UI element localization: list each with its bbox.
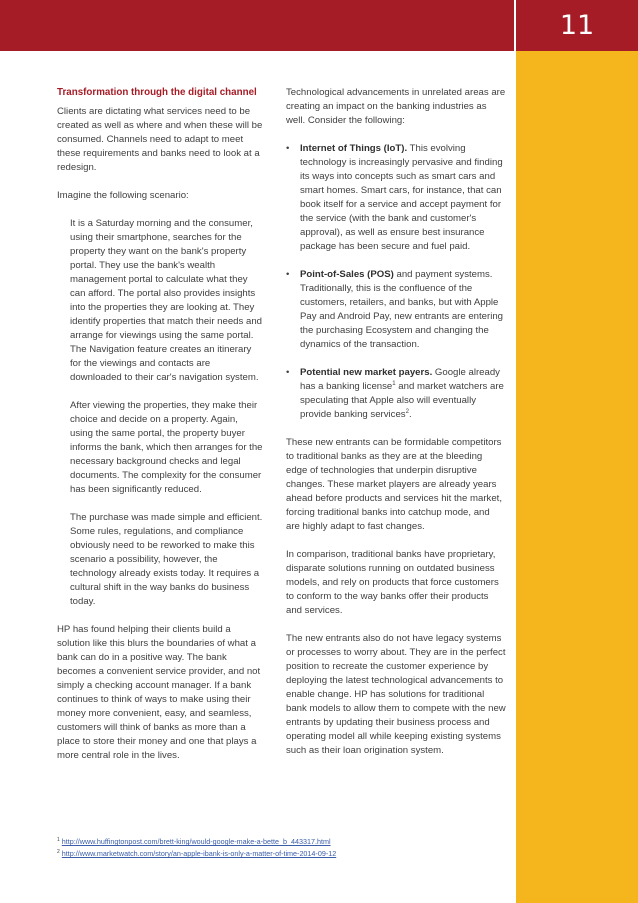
bullet-text: This evolving technology is increasingly pervasive and finding its ways into concepts such as smart cars and smart homes. Smart cars, for instance, that can book itself for a service and accept payment for the service (with the bank and customer's approval), as well as ensure best insurance package has been secure and fuel paid.	[300, 143, 503, 252]
scenario-intro: Imagine the following scenario:	[57, 190, 189, 201]
right-column	[286, 86, 506, 772]
footnote-number: 1	[57, 837, 60, 843]
bullet-text: and market watchers are speculating that Apple also will eventually provide banking services	[300, 381, 504, 420]
body-paragraph: These new entrants can be formidable competitors to traditional banks as they are at the bleeding edge of technologies that underpin disruptive changes. These market players are already years ahead before products and services hit the market, forcing traditional banks into catchup mode, and are highly adapt to fast changes.	[286, 437, 502, 532]
body-paragraph: In comparison, traditional banks have proprietary, disparate solutions running on outdated business models, and rely on products that force customers to conform to the way banks offer their products and services.	[286, 549, 499, 616]
closing-paragraph: HP has found helping their clients build a solution like this blurs the boundaries of what a bank can do in a positive way. The bank becomes a convenient service provider, and not simply a checking account manager. If a bank continues to think of ways to make using their money more convenient, easy, and seamless, customers will think of banks as more than a place to store their money and one that plays a more central role in the lives.	[57, 624, 261, 761]
scenario-paragraph: It is a Saturday morning and the consumer, using their smartphone, searches for the property they want on the bank's property portal. They use the bank's wealth management portal to calculate what they can afford. The portal also provides insights into the properties they are looking at. They identify properties that match their needs and arrange for viewings using the same portal. The Navigation feature creates an itinerary for the viewings and contacts are downloaded to their car's navigation system.	[70, 218, 262, 383]
section-heading: Transformation through the digital channel	[57, 87, 257, 98]
bullet-text: and payment systems. Traditionally, this is the confluence of the customers, retailers, and banks, but with Apple Pay and Android Pay, new entrants are entering the purchasing Ecosystem and changing the dynamics of the transaction.	[300, 269, 504, 350]
footnote-ref[interactable]: 2	[405, 409, 409, 415]
body-paragraph: The new entrants also do not have legacy systems or processes to worry about. They are in the perfect position to recreate the customer experience by deploying the latest technological advancements to enable change. HP has solutions for traditional bank models to allow them to compete with the new entrants by updating their business process and operating model all while keeping existing systems such as their loan origination system.	[286, 633, 506, 756]
bullet-item	[286, 142, 506, 254]
footnote-number: 2	[57, 849, 60, 855]
intro-paragraph: Technological advancements in unrelated areas are creating an impact on the banking industries as well. Consider the following:	[286, 87, 506, 126]
bullet-title: Internet of Things (IoT).	[300, 143, 408, 154]
bullet-icon: •	[286, 269, 290, 280]
side-accent-strip	[516, 51, 638, 903]
bullet-item	[286, 366, 506, 422]
intro-paragraph: Clients are dictating what services need to be created as well as where and when these will be consumed. Channels need to adapt to meet these requirements and banks need to look at a redesign.	[57, 106, 263, 173]
footnote-ref[interactable]: 1	[392, 381, 396, 387]
scenario-paragraph: The purchase was made simple and efficient. Some rules, regulations, and compliance obviously need to be reworked to make this scenario a possibility, however, the technology already exists today. It requires a cultural shift in the way banks do business today.	[70, 512, 263, 607]
footnote	[57, 836, 507, 848]
bullet-icon: •	[286, 367, 290, 378]
footnote-link[interactable]: http://www.huffingtonpost.com/brett-king/would-google-make-a-bette_b_443317.html	[61, 837, 331, 846]
footnote-link[interactable]: http://www.marketwatch.com/story/an-apple-ibank-is-only-a-matter-of-time-2014-09-12	[61, 849, 337, 858]
scenario-paragraph: After viewing the properties, they make their choice and decide on a property. Again, using the same portal, the property buyer informs the bank, which then arranges for the necessary background checks and legal documents. The complexity for the consumer has been significantly reduced.	[70, 400, 263, 495]
page-number: 11	[559, 10, 595, 41]
bullet-text: Google already has a banking license	[300, 367, 500, 392]
bullet-text: .	[408, 409, 412, 420]
bullet-list	[286, 142, 506, 422]
left-column	[57, 86, 263, 777]
bullet-title: Point-of-Sales (POS)	[300, 269, 394, 280]
footnote	[57, 848, 507, 860]
scenario-block	[57, 217, 263, 609]
bullet-icon: •	[286, 143, 290, 154]
footnotes	[57, 836, 507, 860]
bullet-item	[286, 268, 506, 352]
bullet-title: Potential new market payers.	[300, 367, 433, 378]
